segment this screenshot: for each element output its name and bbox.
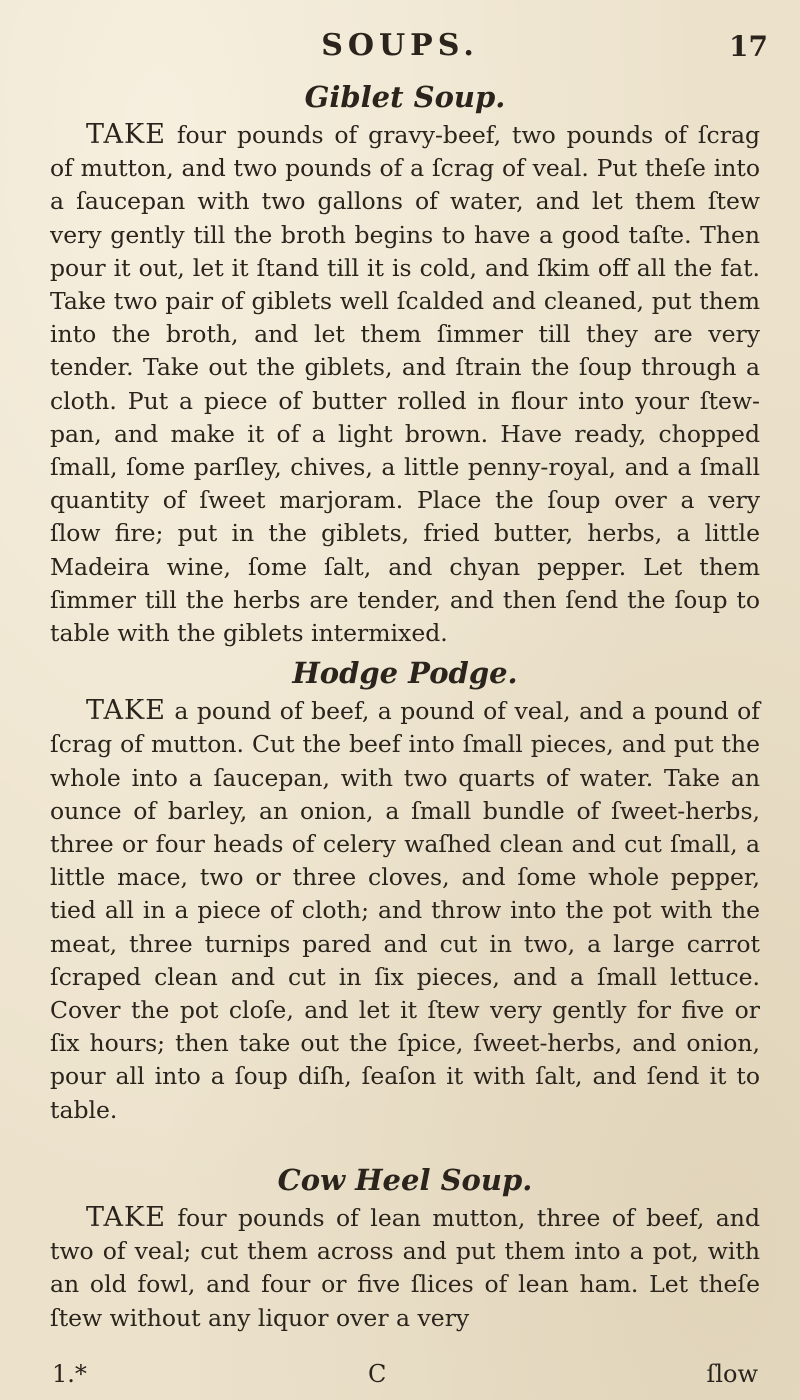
recipe-text — [50, 694, 760, 1127]
recipe-title: Cow Heel Soup. — [277, 1162, 533, 1197]
recipe-hodge-podge — [50, 656, 760, 1127]
catchword: ſlow — [706, 1360, 758, 1388]
recipe-cow-heel-soup — [50, 1163, 760, 1335]
recipe-body-text: a pound of beef, a pound of veal, and a pound of ſcrag of mutton. Cut the beef into ſmall pieces, and put the whole into a ſaucepan, with two quarts of water. Take an ounce of barley, an onion, a ſmall bundle of ſweet-herbs, three or four heads of celery waſhed clean and cut ſmall, a little mace, two or three cloves, and ſome whole pepper, tied all in a piece of cloth; and throw into the pot with the meat, three turnips pared and cut in two, a large carrot ſcraped clean and cut in ſix pieces, and a ſmall lettuce. Cover the pot cloſe, and let it ſtew very gently for five or ſix hours; then take out the ſpice, ſweet-herbs, and onion, pour all into a ſoup diſh, ſeaſon it with ſalt, and ſend it to table. — [50, 697, 760, 1124]
recipe-giblet-soup — [50, 80, 760, 650]
recipe-text — [50, 1201, 760, 1335]
recipe-body-text: four pounds of gravy-beef, two pounds of ſcrag of mutton, and two pounds of a ſcrag of veal. Put theſe into a ſaucepan with two gallons of water, and let them ſtew very gently till the broth begins to have a good taſte. Then pour it out, let it ſtand till it is cold, and ſkim off all the fat. Take two pair of giblets well ſcalded and cleaned, put them into the broth, and let them ſimmer till they are very tender. Take out the giblets, and ſtrain the ſoup through a cloth. Put a piece of butter rolled in flour into your ſtew-pan, and make it of a light brown. Have ready, chopped ſmall, ſome parſley, chives, a little penny-royal, and a ſmall quantity of ſweet marjoram. Place the ſoup over a very ſlow fire; put in the giblets, fried butter, herbs, a little Madeira wine, ſome ſalt, and chyan pepper. Let them ſimmer till the herbs are tender, and then ſend the ſoup to table with the giblets intermixed. — [50, 121, 760, 648]
recipe-lead-word: TAKE — [86, 119, 166, 150]
page-number: 17 — [729, 30, 768, 63]
running-head: SOUPS. — [321, 28, 479, 63]
page-header — [0, 28, 800, 68]
signature-number: 1.* — [52, 1360, 87, 1388]
page-footer — [50, 1360, 760, 1394]
signature-mark: C — [368, 1360, 387, 1388]
recipe-title: Hodge Podge. — [292, 656, 518, 691]
recipe-title: Giblet Soup. — [304, 80, 506, 114]
recipe-lead-word: TAKE — [86, 1201, 166, 1233]
recipe-lead-word: TAKE — [86, 695, 166, 727]
recipe-body-text: four pounds of lean mutton, three of beef, and two of veal; cut them across and put them into a pot, with an old fowl, and four or five ſlices of lean ham. Let theſe ſtew without any liquor over a very — [50, 1203, 760, 1332]
recipe-text — [50, 118, 760, 650]
page-content — [50, 80, 760, 1335]
